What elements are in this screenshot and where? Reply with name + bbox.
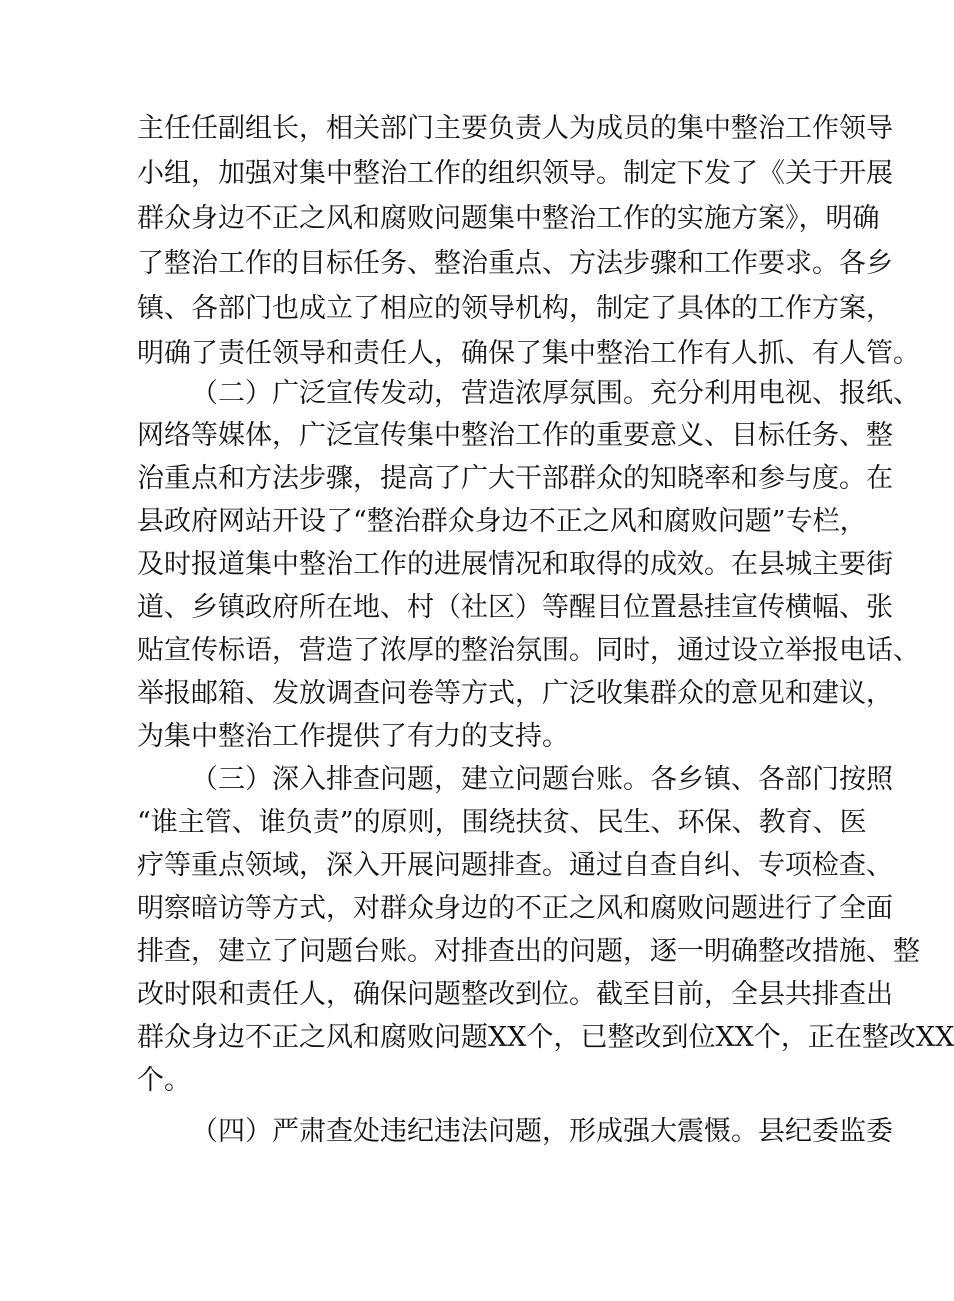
text-line: 排查，建立了问题台账。对排查出的问题，逐一明确整改措施、整 xyxy=(137,936,920,967)
text-line: 举报邮箱、发放调查问卷等方式，广泛收集群众的意见和建议， xyxy=(137,678,893,709)
paragraph-heading-2: （二）广泛宣传发动，营造浓厚氛围。充分利用电视、报纸、 xyxy=(191,378,920,409)
text-line: 及时报道集中整治工作的进展情况和取得的成效。在县城主要街 xyxy=(137,549,893,580)
text-line: 明察暗访等方式，对群众身边的不正之风和腐败问题进行了全面 xyxy=(137,893,893,924)
text-line: 贴宣传标语，营造了浓厚的整治氛围。同时，通过设立举报电话、 xyxy=(137,635,920,666)
text-line: “谁主管、谁负责”的原则，围绕扶贫、民生、环保、教育、医 xyxy=(137,807,867,838)
text-line: 道、乡镇政府所在地、村（社区）等醒目位置悬挂宣传横幅、张 xyxy=(137,592,893,623)
text-line: 网络等媒体，广泛宣传集中整治工作的重要意义、目标任务、整 xyxy=(137,420,893,451)
text-line: 县政府网站开设了“整治群众身边不正之风和腐败问题”专栏， xyxy=(137,506,867,537)
text-line: 改时限和责任人，确保问题整改到位。截至目前，全县共排查出 xyxy=(137,979,893,1010)
text-line: 明确了责任领导和责任人，确保了集中整治工作有人抓、有人管。 xyxy=(137,338,920,369)
paragraph-heading-3: （三）深入排查问题，建立问题台账。各乡镇、各部门按照 xyxy=(191,764,893,795)
text-line: 个。 xyxy=(137,1065,191,1096)
text-line: 为集中整治工作提供了有力的支持。 xyxy=(137,721,569,752)
text-line: 了整治工作的目标任务、整治重点、方法步骤和工作要求。各乡 xyxy=(137,248,893,279)
text-line: 主任任副组长，相关部门主要负责人为成员的集中整治工作领导 xyxy=(137,113,893,144)
text-line: 群众身边不正之风和腐败问题XX个，已整改到位XX个，正在整改XX xyxy=(137,1022,954,1053)
text-line: 群众身边不正之风和腐败问题集中整治工作的实施方案》，明确 xyxy=(137,203,880,234)
text-line: 疗等重点领域，深入开展问题排查。通过自查自纠、专项检查、 xyxy=(137,850,893,881)
paragraph-heading-4: （四）严肃查处违纪违法问题，形成强大震慑。县纪委监委 xyxy=(191,1116,893,1147)
text-line: 镇、各部门也成立了相应的领导机构，制定了具体的工作方案， xyxy=(137,293,893,324)
text-line: 小组，加强对集中整治工作的组织领导。制定下发了《关于开展 xyxy=(137,158,893,189)
text-line: 治重点和方法步骤，提高了广大干部群众的知晓率和参与度。在 xyxy=(137,463,893,494)
